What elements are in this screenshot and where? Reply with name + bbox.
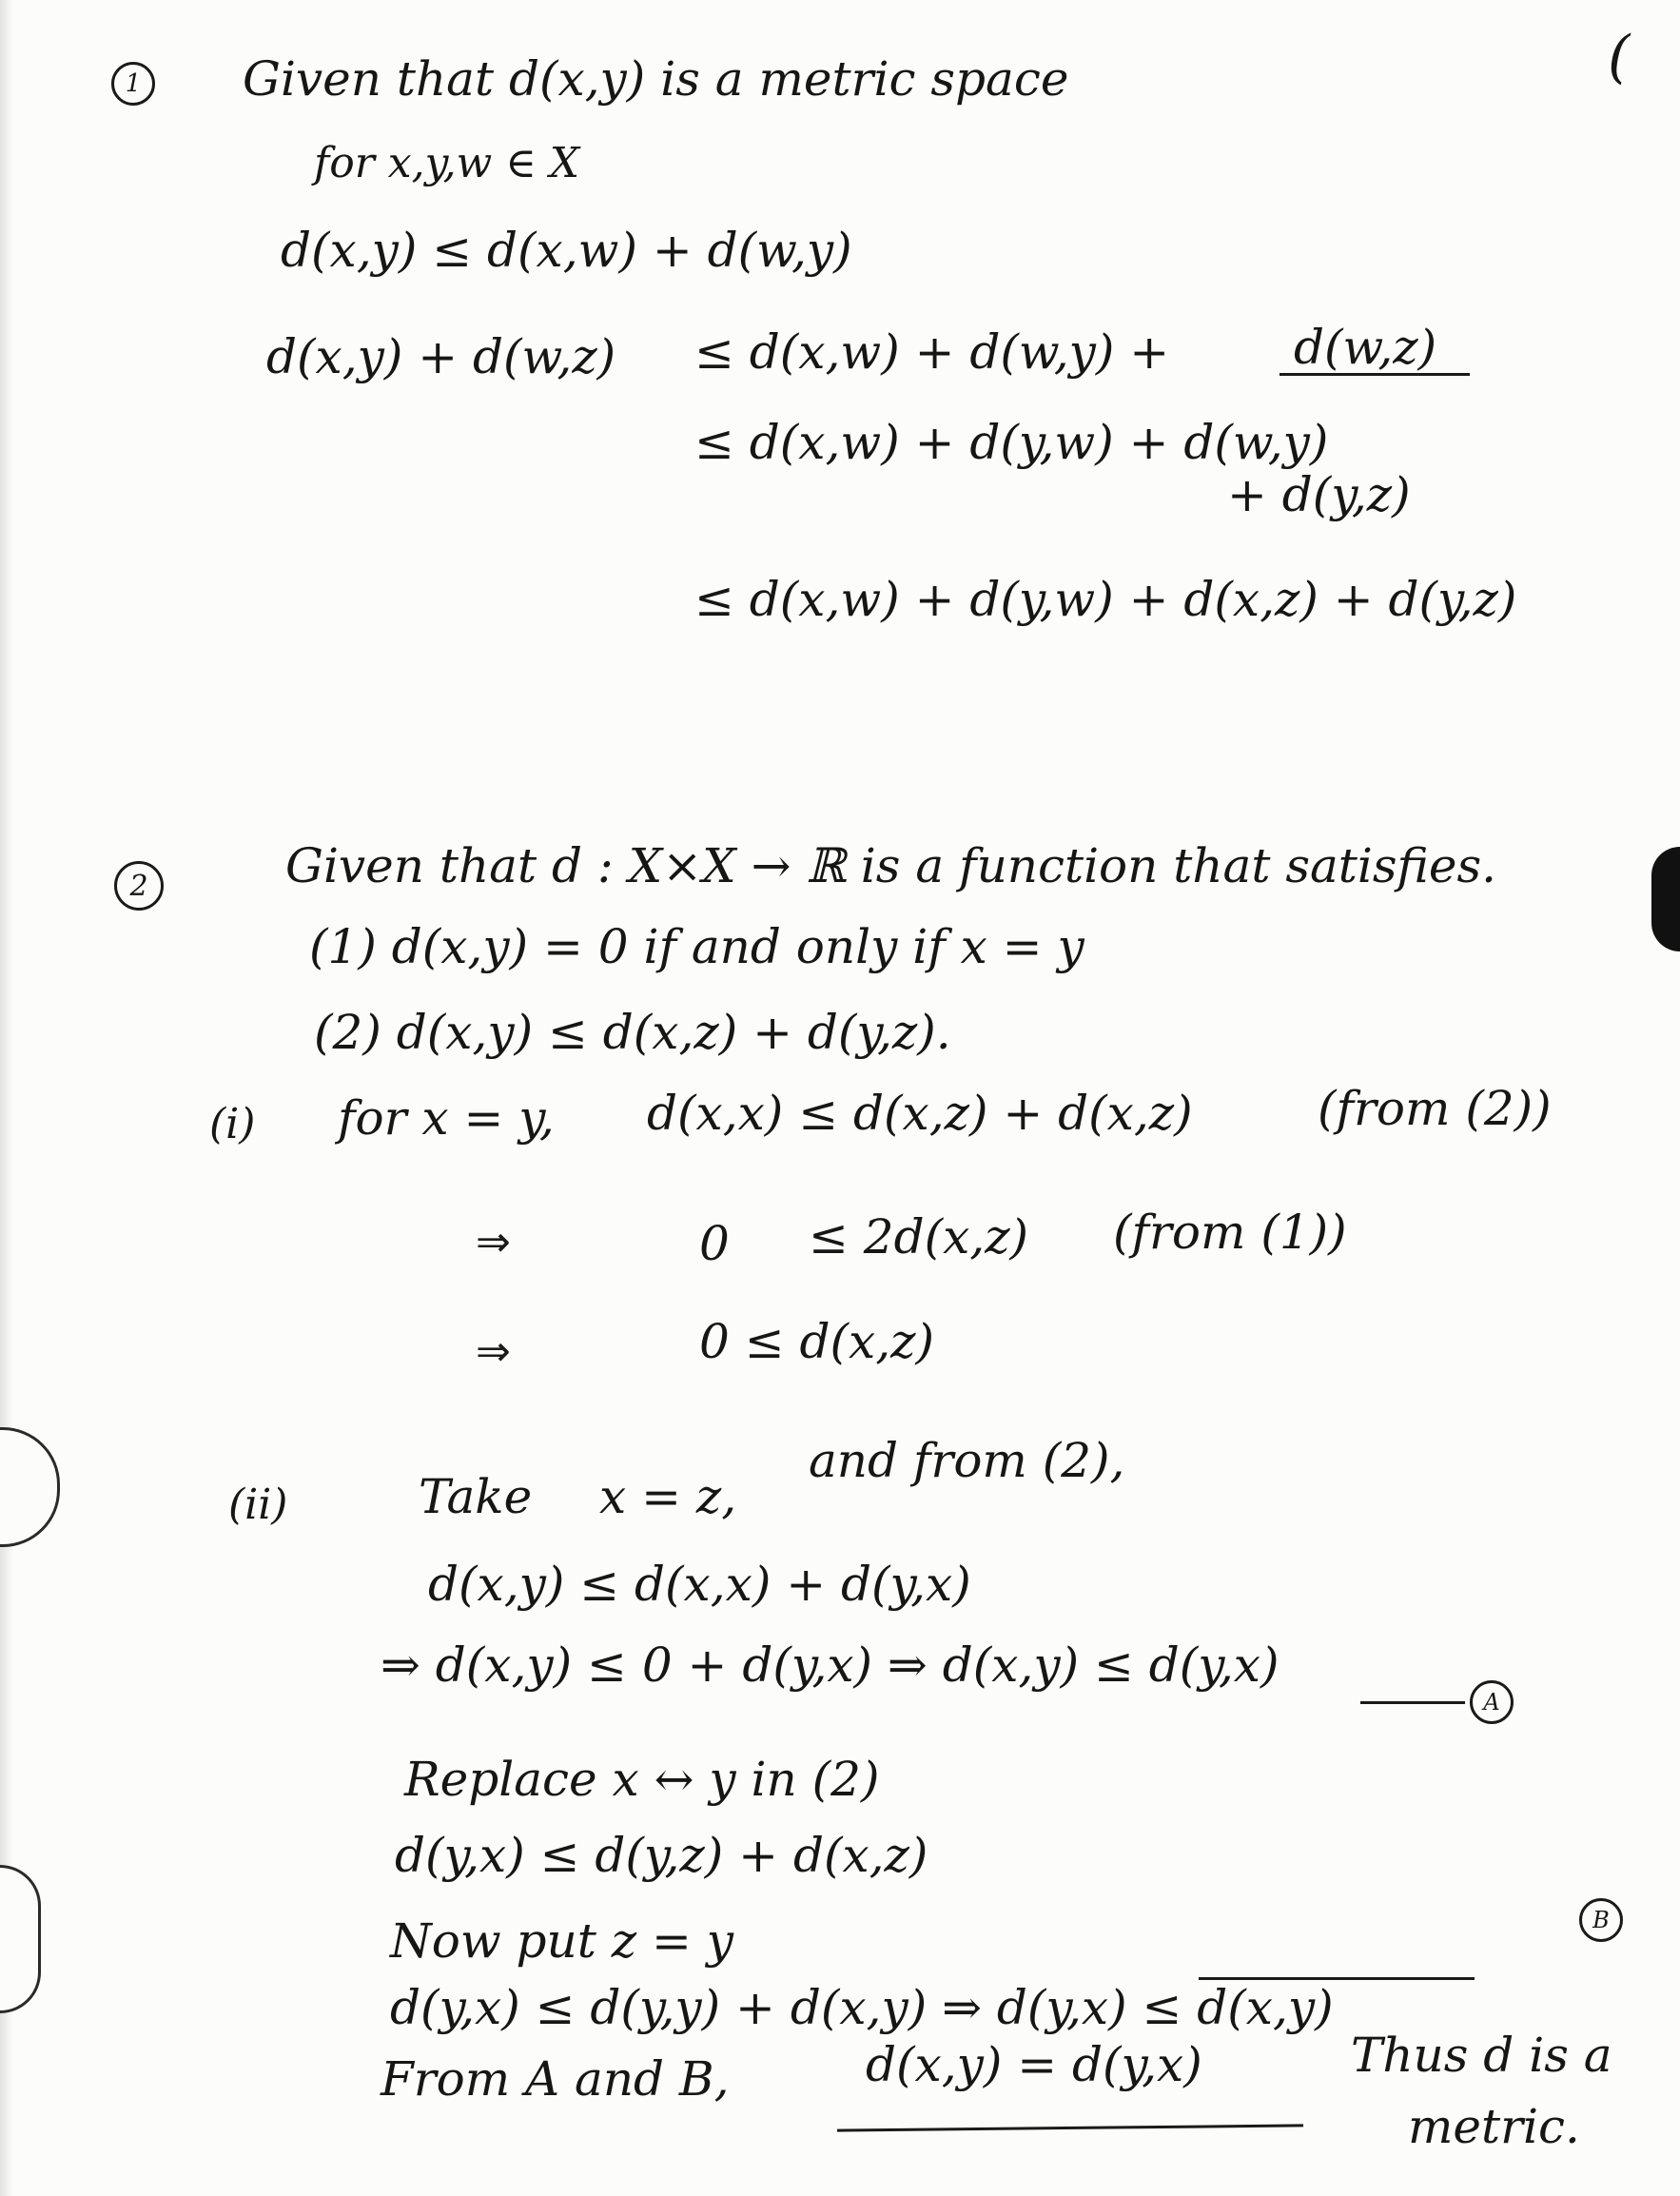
thus-line-1: Thus d is a [1351, 2028, 1612, 2083]
binder-ring-bottom [0, 1865, 41, 2013]
p2-part-ii-take: Take [419, 1469, 533, 1524]
result-b-underline [1199, 1977, 1475, 1980]
implies-arrow-1: ⇒ [476, 1218, 511, 1266]
p2-part-ii-label: (ii) [228, 1480, 288, 1529]
p2-intro: Given that d : X×X → ℝ is a function that satisfies. [285, 838, 1497, 893]
p2-part-i-step2: 0 [699, 1216, 730, 1271]
conclusion-underline [837, 2124, 1303, 2131]
label-b: B [1579, 1898, 1623, 1942]
p2-part-ii-l1: d(x,y) ≤ d(x,x) + d(y,x) [428, 1557, 971, 1612]
now-put-line: Now put z = y [390, 1913, 734, 1969]
now-put-eq: d(y,x) ≤ d(y,y) + d(x,y) ⇒ d(y,x) ≤ d(x,y) [390, 1980, 1334, 2035]
p1-line4-tail: d(w,z) [1294, 320, 1437, 375]
dark-edge-mark [1651, 847, 1680, 951]
p1-line1: Given that d(x,y) is a metric space [243, 51, 1069, 107]
problem-number-2: 2 [114, 861, 164, 911]
p2-cond1: (1) d(x,y) = 0 if and only if x = y [309, 919, 1084, 974]
p2-part-i-step2b: ≤ 2d(x,z) [809, 1209, 1029, 1265]
p2-part-i-for: for x = y, [338, 1090, 555, 1146]
p1-line3: d(x,y) ≤ d(x,w) + d(w,y) [281, 223, 852, 278]
p1-line4-rhs: ≤ d(x,w) + d(w,y) + [694, 324, 1170, 380]
p2-part-i-note2: (from (1)) [1113, 1205, 1347, 1260]
problem-number-1: 1 [111, 62, 155, 106]
p2-part-ii-xz: x = z, [599, 1469, 737, 1524]
binder-ring-top [0, 1427, 60, 1547]
replace-eq: d(y,x) ≤ d(y,z) + d(x,z) [395, 1828, 928, 1883]
p2-part-i-label: (i) [209, 1100, 256, 1148]
p1-underline [1280, 373, 1470, 376]
replace-line: Replace x ↔ y in (2) [404, 1752, 880, 1807]
p1-line4-lhs: d(x,y) + d(w,z) [266, 329, 616, 384]
p2-cond2: (2) d(x,y) ≤ d(x,z) + d(y,z). [314, 1005, 951, 1060]
p2-part-i-eq: d(x,x) ≤ d(x,z) + d(x,z) [647, 1086, 1193, 1141]
from-a-and-b: From A and B, [381, 2051, 730, 2107]
p1-line5: ≤ d(x,w) + d(y,w) + d(w,y) [694, 415, 1329, 470]
result-a-underline [1360, 1701, 1465, 1704]
p2-part-i-step3: 0 ≤ d(x,z) [699, 1314, 934, 1369]
p1-line6: + d(y,z) [1227, 467, 1411, 522]
conclusion: d(x,y) = d(y,x) [866, 2037, 1202, 2092]
thus-line-2: metric. [1408, 2099, 1580, 2154]
p2-part-ii-and: and from (2), [809, 1433, 1125, 1488]
p1-line2: for x,y,w ∈ X [314, 139, 580, 187]
p2-part-ii-l2: ⇒ d(x,y) ≤ 0 + d(y,x) ⇒ d(x,y) ≤ d(y,x) [381, 1637, 1280, 1693]
p1-line7: ≤ d(x,w) + d(y,w) + d(x,z) + d(y,z) [694, 572, 1517, 627]
corner-mark: ( [1608, 24, 1631, 90]
label-a: A [1470, 1680, 1514, 1724]
implies-arrow-2: ⇒ [476, 1327, 511, 1376]
p2-part-i-note1: (from (2)) [1318, 1081, 1552, 1136]
